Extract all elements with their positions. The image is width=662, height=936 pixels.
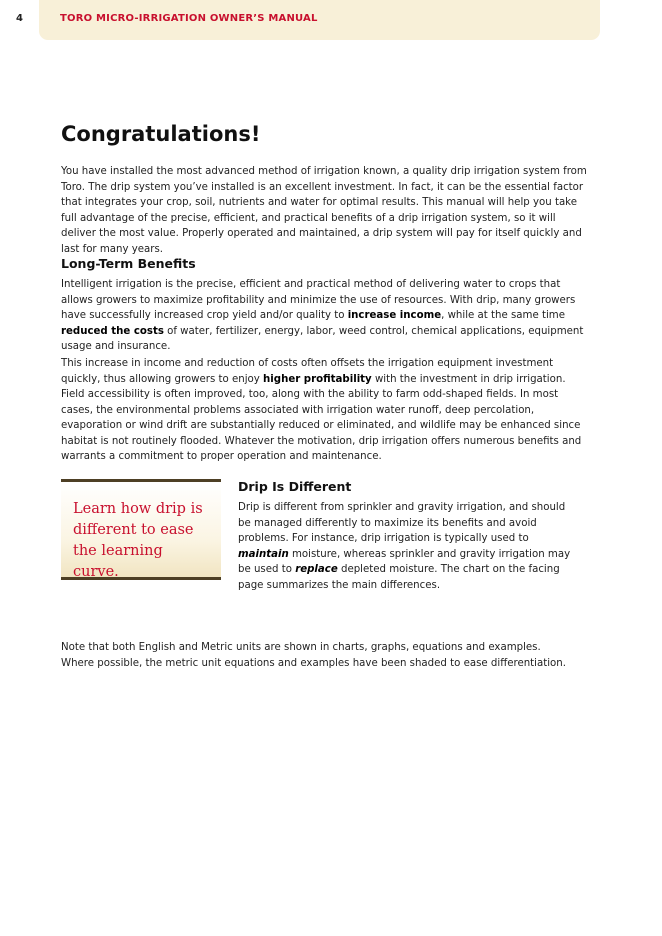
text-run: depleted moisture. The chart on the facing page summarizes the main differences. (238, 564, 560, 591)
emphasis-reduced-costs: reduced the costs (61, 325, 164, 337)
page-number: 4 (16, 13, 23, 24)
text-run: Drip is different from sprinkler and gravity irrigation, and should be managed differently to maximize its benefits and avoid problems. For instance, drip irrigation is typically used to (238, 502, 566, 544)
manual-title: TORO MICRO-IRRIGATION OWNER’S MANUAL (60, 13, 318, 24)
emphasis-maintain: maintain (238, 548, 289, 560)
text-run: This increase in income and reduction of costs often offsets the irrigation equipment investment quickly, thus allowing growers to enjoy (61, 358, 554, 385)
drip-is-different-heading: Drip Is Different (238, 479, 352, 494)
emphasis-replace: replace (295, 564, 338, 575)
emphasis-increase-income: increase income (347, 310, 442, 321)
intro-paragraph: You have installed the most advanced method of irrigation known, a quality drip irrigation system from Toro. The drip system you’ve installed is an excellent investment. In fact, it can be the essential factor that integrates your crop, soil, nutrients and water for optimal results. This manual will help you take full advantage of the precise, efficient, and practical benefits of a drip irrigation system, so it will deliver the most value. Properly operated and maintained, a drip system will pay for itself quickly and last for many years. (61, 166, 587, 255)
units-note (61, 640, 601, 671)
drip-is-different-paragraph (238, 500, 576, 593)
pull-quote-text: Learn how drip is different to ease the learning curve. (73, 501, 203, 580)
units-note-line-1: Note that both English and Metric units are shown in charts, graphs, equations and examples. (61, 642, 541, 653)
pull-quote-box (61, 479, 221, 580)
text-run: moisture, whereas sprinkler and gravity irrigation may be used to (238, 548, 571, 575)
emphasis-higher-profitability: higher profitability (263, 373, 372, 385)
long-term-paragraph-2 (61, 356, 587, 465)
running-header (39, 0, 600, 40)
text-run: , while at the same time (441, 310, 565, 321)
text-run: Intelligent irrigation is the precise, efficient and practical method of delivering water to crops that allows growers to maximize profitability and minimize the use of resources. With drip, many growers have successfully increased crop yield and/or quality to (61, 279, 576, 321)
long-term-paragraph-1 (61, 277, 587, 355)
text-run: with the investment in drip irrigation. Field accessibility is often improved, too, along with the ability to farm odd-shaped fields. In most cases, the environmental problems associated with irrigation water runoff, deep percolation, evaporation or wind drift are substantially reduced or eliminated, and wildlife may be enhanced since habitat is not routinely flooded. Whatever the motivation, drip irrigation offers numerous benefits and warrants a commitment to proper operation and maintenance. (61, 373, 582, 462)
units-note-line-2: Where possible, the metric unit equations and examples have been shaded to ease differentiation. (61, 657, 566, 669)
page-title: Congratulations! (61, 122, 261, 146)
long-term-benefits-heading: Long-Term Benefits (61, 256, 196, 271)
text-run: of water, fertilizer, energy, labor, weed control, chemical applications, equipment usage and insurance. (61, 325, 584, 352)
